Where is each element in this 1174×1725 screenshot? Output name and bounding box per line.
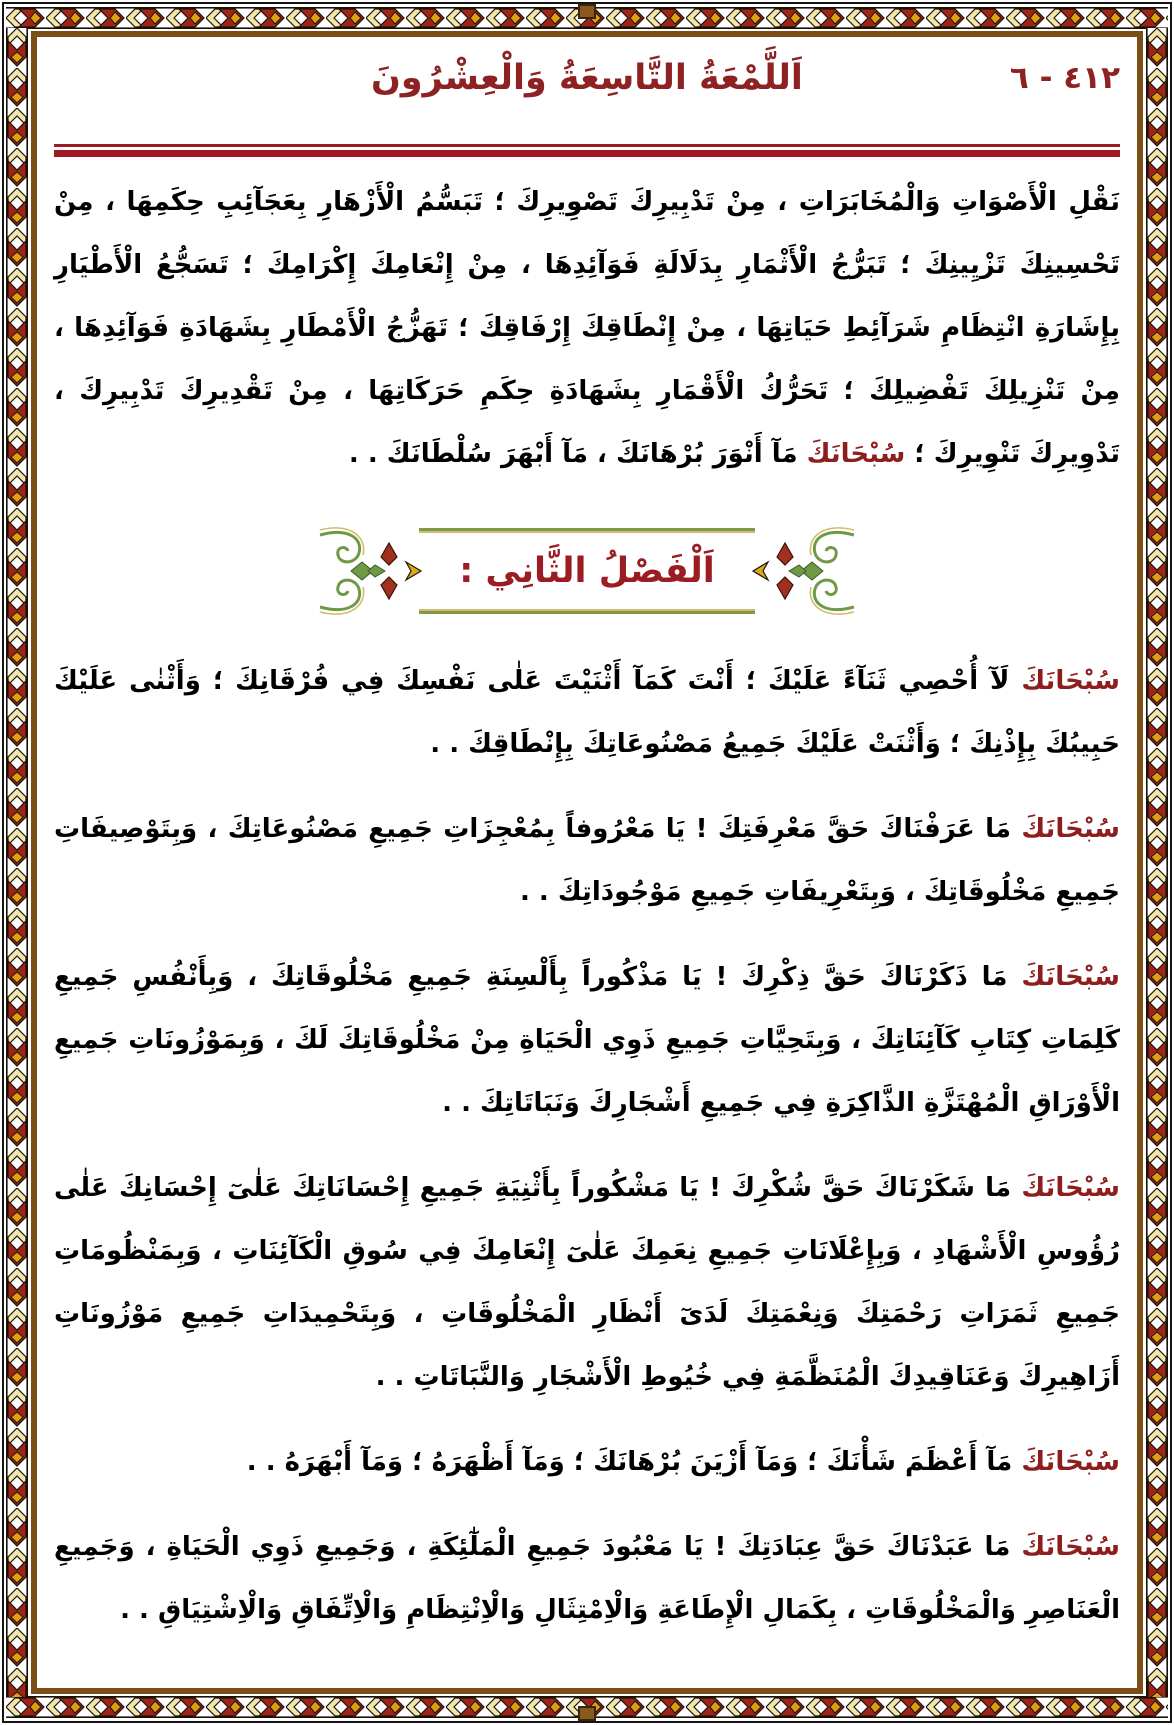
header-rule	[54, 144, 1120, 157]
opening-paragraph-post: مَآ أَنْوَرَ بُرْهَانَكَ ، مَآ أَبْهَرَ سُلْطَانَكَ . .	[348, 439, 798, 469]
paragraph-text: مَا شَكَرْنَاكَ حَقَّ شُكْرِكَ ! يَا مَشْكُوراً بِأَثْنِيَةِ جَمِيعِ إِحْسَانَاتِكَ عَلٰىٓ إِحْسَانِكَ عَلٰى رُؤُوسِ الْأَشْهَادِ ، وَبِإِعْلَانَاتِ جَمِيعِ نِعَمِكَ عَلٰىٓ إِنْعَامِكَ فِي سُوقِ الْكَآئِنَاتِ ، وَبِمَنْظُومَاتِ جَمِيعِ ثَمَرَاتِ رَحْمَتِكَ وَنِعْمَتِكَ لَدَىٓ أَنْظَارِ الْمَخْلُوقَاتِ ، وَبِتَحْمِيدَاتِ جَمِيعِ مَوْزُونَاتِ أَزَاهِيرِكَ وَعَنَاقِيدِكَ الْمُنَظَّمَةِ فِي خُيُوطِ الْأَشْجَارِ وَالنَّبَاتَاتِ . .	[54, 1173, 1120, 1392]
opening-paragraph-pre: نَقْلِ الْأَصْوَاتِ وَالْمُخَابَرَاتِ ، مِنْ تَدْبِيرِكَ تَصْوِيرِكَ ؛ تَبَسُّمُ الْأَزْهَارِ بِعَجَآئِبِ حِكَمِهَا ، مِنْ تَحْسِينِكَ تَزْيِينِكَ ؛ تَبَرُّجُ الْأَثْمَارِ بِدَلَالَةِ فَوَآئِدِهَا ، مِنْ إِنْعَامِكَ إِكْرَامِكَ ؛ تَسَجُّعُ الْأَطْيَارِ بِإِشَارَةِ انْتِظَامِ شَرَآئِطِ حَيَاتِهَا ، مِنْ إِنْطَاقِكَ إِرْفَاقِكَ ؛ تَهَزُّجُ الْأَمْطَارِ بِشَهَادَةِ فَوَآئِدِهَا ، مِنْ تَنْزِيلِكَ تَفْضِيلِكَ ؛ تَحَرُّكُ الْأَقْمَارِ بِشَهَادَةِ حِكَمِ حَرَكَاتِهَا ، مِنْ تَقْدِيرِكَ تَدْبِيرِكَ ، تَدْوِيرِكَ تَنْوِيرِكَ ؛	[54, 187, 1120, 469]
paragraph-text: لَآ أُحْصِي ثَنَآءً عَلَيْكَ ؛ أَنْتَ كَمَآ أَثْنَيْتَ عَلٰى نَفْسِكَ فِي فُرْقَانِكَ ؛ وَأَثْنٰى عَلَيْكَ حَبِيبُكَ بِإِذْنِكَ ؛ وَأَثْنَتْ عَلَيْكَ جَمِيعُ مَصْنُوعَاتِكَ بِإِنْطَاقِكَ . .	[54, 666, 1120, 759]
paragraph	[54, 1431, 1120, 1494]
subhanaka-keyword: سُبْحَانَكَ	[1021, 814, 1120, 844]
subhanaka-keyword: سُبْحَانَكَ	[1021, 962, 1120, 992]
section-title-cartouche	[419, 528, 755, 614]
divider-ornament-left-icon	[319, 515, 423, 627]
paragraph	[54, 650, 1120, 776]
paragraph-text: مَا عَرَفْنَاكَ حَقَّ مَعْرِفَتِكَ ! يَا مَعْرُوفاً بِمُعْجِزَاتِ جَمِيعِ مَصْنُوعَاتِكَ ، وَبِتَوْصِيفَاتِ جَمِيعِ مَخْلُوقَاتِكَ ، وَبِتَعْرِيفَاتِ جَمِيعِ مَوْجُودَاتِكَ . .	[54, 814, 1120, 907]
page-title: اَللَّمْعَةُ التَّاسِعَةُ وَالْعِشْرُونَ	[371, 58, 803, 98]
subhanaka-keyword: سُبْحَانَكَ	[806, 439, 906, 469]
header-rule-thick-line	[54, 150, 1120, 157]
paragraph-text: مَا ذَكَرْنَاكَ حَقَّ ذِكْرِكَ ! يَا مَذْكُوراً بِأَلْسِنَةِ جَمِيعِ مَخْلُوقَاتِكَ ، وَبِأَنْفُسِ جَمِيعِ كَلِمَاتِ كِتَابِ كَآئِنَاتِكَ ، وَبِتَحِيَّاتِ جَمِيعِ ذَوِي الْحَيَاةِ مِنْ مَخْلُوقَاتِكَ لَكَ ، وَبِمَوْزُونَاتِ جَمِيعِ الْأَوْرَاقِ الْمُهْتَزَّةِ الذَّاكِرَةِ فِي جَمِيعِ أَشْجَارِكَ وَنَبَاتَاتِكَ . .	[54, 962, 1120, 1118]
paragraph	[54, 1157, 1120, 1409]
paragraph	[54, 946, 1120, 1135]
border-connector-top	[578, 4, 596, 19]
section-divider	[54, 508, 1120, 634]
page-content	[54, 44, 1120, 1681]
body-text	[54, 171, 1120, 1642]
subhanaka-keyword: سُبْحَانَكَ	[1021, 1447, 1120, 1477]
page-header	[54, 58, 1120, 142]
paragraph	[54, 798, 1120, 924]
divider-ornament-right-icon	[751, 515, 855, 627]
subhanaka-keyword: سُبْحَانَكَ	[1021, 666, 1120, 696]
chain-border-right-icon	[1146, 28, 1168, 1697]
section-title: اَلْفَصْلُ الثَّانِي :	[459, 551, 715, 591]
opening-paragraph	[54, 171, 1120, 486]
page-number: ٤١٢ - ٦	[1009, 60, 1120, 96]
chain-border-left-icon	[6, 28, 28, 1697]
paragraph-text: مَا عَبَدْنَاكَ حَقَّ عِبَادَتِكَ ! يَا مَعْبُودَ جَمِيعِ الْمَلٰٓئِكَةِ ، وَجَمِيعِ ذَوِي الْحَيَاةِ ، وَجَمِيعِ الْعَنَاصِرِ وَالْمَخْلُوقَاتِ ، بِكَمَالِ الْإِطَاعَةِ وَالْاِمْتِثَالِ وَالْاِنْتِظَامِ وَالْاِتِّفَاقِ وَالْاِشْتِيَاقِ . .	[54, 1532, 1120, 1625]
border-connector-bottom	[578, 1706, 596, 1721]
subhanaka-keyword: سُبْحَانَكَ	[1021, 1173, 1120, 1203]
paragraph-text: مَآ أَعْظَمَ شَأْنَكَ ؛ وَمَآ أَزْيَنَ بُرْهَانَكَ ؛ وَمَآ أَظْهَرَهُ ؛ وَمَآ أَبْهَرَهُ . .	[246, 1447, 1013, 1477]
subhanaka-keyword: سُبْحَانَكَ	[1021, 1532, 1120, 1562]
paragraph	[54, 1516, 1120, 1642]
